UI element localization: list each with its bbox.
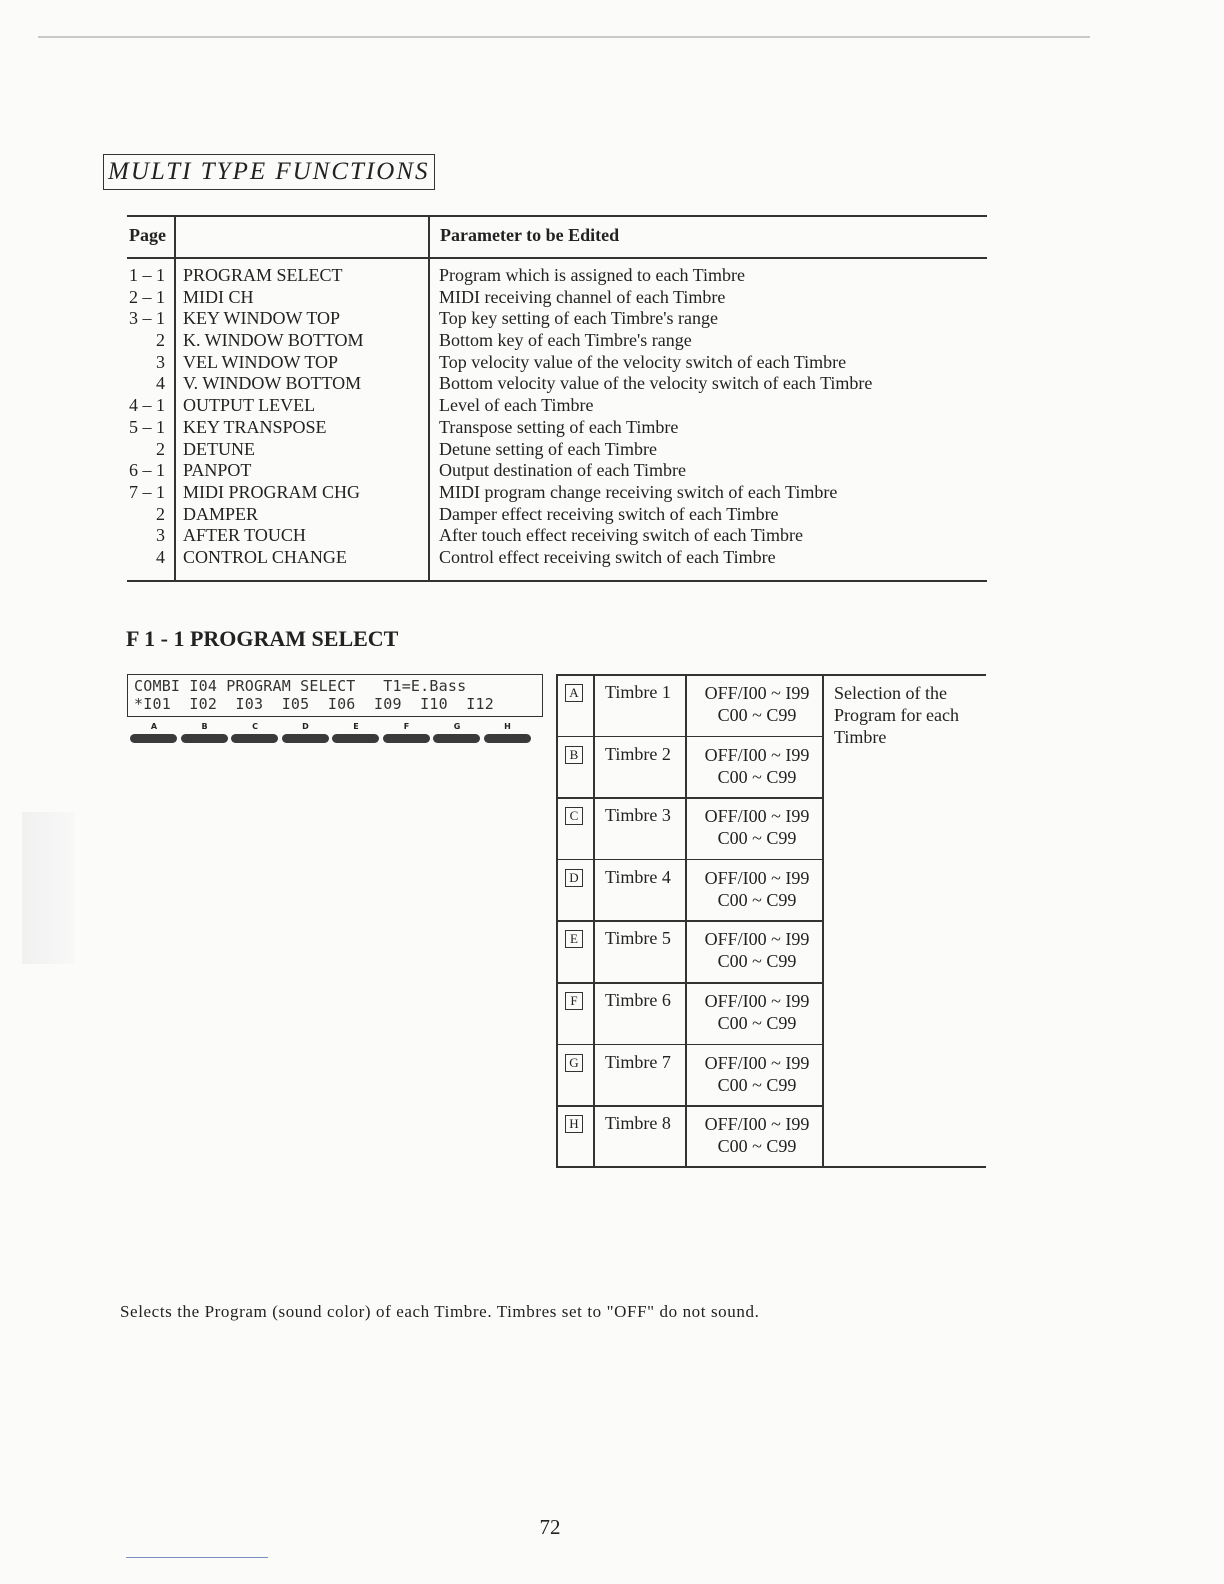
timbre-name: Timbre 4 [605, 866, 671, 887]
page-column [127, 265, 165, 569]
row-page: 2 [156, 438, 165, 459]
row-description: Damper effect receiving switch of each Timbre [439, 503, 779, 524]
bottom-rule [126, 1557, 268, 1558]
row-description: Output destination of each Timbre [439, 460, 686, 481]
row-description: After touch effect receiving switch of each Timbre [439, 525, 804, 546]
timbre-range-card: C00 ~ C99 [717, 1136, 797, 1157]
timbre-range-int: OFF/I00 ~ I99 [704, 744, 810, 765]
row-description: Bottom key of each Timbre's range [439, 330, 692, 351]
soft-key-label: H [504, 722, 511, 731]
row-name: MIDI PROGRAM CHG [183, 481, 361, 502]
soft-key-label: C [252, 722, 258, 731]
table-top-rule [127, 215, 987, 217]
row-page: 2 – 1 [129, 286, 165, 307]
timbre-description: Selection of the Program for each Timbre [834, 683, 959, 747]
timbre-name: Timbre 1 [605, 682, 671, 702]
row-page: 4 [156, 546, 165, 567]
row-page: 3 – 1 [129, 308, 165, 329]
timbre-name: Timbre 8 [605, 1113, 671, 1134]
header-parameter: Parameter to be Edited [440, 225, 620, 245]
timbre-row [556, 736, 824, 797]
row-description: Transpose setting of each Timbre [439, 416, 679, 437]
timbre-range-card: C00 ~ C99 [717, 951, 797, 972]
timbre-row-rule [556, 1044, 824, 1046]
timbre-row [556, 920, 824, 981]
soft-key-label: G [453, 722, 461, 731]
timbre-range [690, 744, 824, 788]
row-page: 2 [156, 503, 165, 524]
table-column-divider [174, 215, 176, 582]
timbre-key-box: E [565, 930, 583, 948]
timbre-name: Timbre 5 [605, 928, 671, 949]
soft-key-bar [282, 734, 329, 743]
lcd-display [127, 674, 543, 717]
timbre-row [556, 859, 824, 920]
row-name: KEY WINDOW TOP [183, 308, 340, 329]
timbre-row-rule [556, 797, 824, 799]
row-page: 4 – 1 [129, 395, 165, 416]
row-description: Control effect receiving switch of each Timbre [439, 546, 776, 567]
timbre-range-int: OFF/I00 ~ I99 [704, 1052, 810, 1073]
row-name: CONTROL CHANGE [183, 546, 347, 567]
timbre-row-rule [556, 920, 824, 922]
timbre-name: Timbre 3 [605, 805, 671, 826]
row-name: PROGRAM SELECT [183, 265, 343, 285]
timbre-range [690, 1113, 824, 1157]
timbre-row [556, 982, 824, 1043]
timbre-key-box: C [565, 807, 583, 825]
soft-key-bar [332, 734, 379, 743]
timbre-range-int: OFF/I00 ~ I99 [704, 867, 810, 888]
soft-key-label: D [302, 722, 309, 731]
timbre-name: Timbre 6 [605, 990, 671, 1010]
timbre-range [690, 1052, 824, 1096]
page-number: 72 [539, 1515, 561, 1539]
timbre-range [690, 805, 824, 849]
function-heading: F 1 - 1 PROGRAM SELECT [126, 626, 399, 651]
soft-key-bar [181, 734, 228, 743]
timbre-row-rule [556, 1105, 824, 1107]
timbre-row [556, 1105, 824, 1166]
row-name: V. WINDOW BOTTOM [183, 373, 362, 394]
timbre-key-box: A [565, 684, 583, 702]
timbre-range [690, 682, 824, 726]
row-description: Bottom velocity value of the velocity switch of each Timbre [439, 373, 873, 394]
row-description: Program which is assigned to each Timbre [439, 265, 745, 285]
timbre-range-card: C00 ~ C99 [717, 1074, 797, 1095]
row-name: OUTPUT LEVEL [183, 395, 316, 416]
table-header-rule [127, 257, 987, 259]
row-page: 5 – 1 [129, 416, 165, 437]
row-description: Top key setting of each Timbre's range [439, 308, 718, 329]
scan-smudge [22, 812, 74, 964]
timbre-row-rule [556, 859, 824, 861]
soft-key-label: E [353, 722, 359, 731]
row-name: VEL WINDOW TOP [183, 351, 338, 372]
row-name: KEY TRANSPOSE [183, 416, 327, 437]
row-description: Detune setting of each Timbre [439, 438, 657, 459]
table-column-divider [428, 215, 430, 582]
row-name: DETUNE [183, 438, 255, 459]
soft-keys [130, 722, 534, 746]
table-bottom-rule [127, 580, 987, 582]
timbre-range [690, 928, 824, 972]
row-page: 1 – 1 [129, 265, 165, 285]
row-description: MIDI program change receiving switch of each Timbre [439, 481, 838, 502]
timbre-row [556, 1044, 824, 1105]
timbre-row [556, 797, 824, 858]
function-table [127, 215, 987, 582]
timbre-range-card: C00 ~ C99 [717, 889, 797, 910]
row-name: K. WINDOW BOTTOM [183, 330, 364, 351]
row-name: PANPOT [183, 460, 252, 481]
timbre-name: Timbre 7 [605, 1051, 671, 1072]
soft-key-bar [130, 734, 177, 743]
timbre-range-card: C00 ~ C99 [717, 1013, 797, 1033]
row-page: 3 [156, 351, 165, 372]
timbre-range-card: C00 ~ C99 [717, 828, 797, 849]
soft-key-bar [231, 734, 278, 743]
timbre-range [690, 867, 824, 911]
row-description: Level of each Timbre [439, 395, 594, 416]
row-description: MIDI receiving channel of each Timbre [439, 286, 726, 307]
timbre-range-card: C00 ~ C99 [717, 705, 797, 725]
soft-key-bar [433, 734, 480, 743]
timbre-range-int: OFF/I00 ~ I99 [704, 991, 810, 1011]
timbre-table-bottom-rule [556, 1166, 986, 1168]
timbre-range [690, 990, 824, 1034]
row-page: 7 – 1 [129, 481, 165, 502]
timbre-key-box: F [565, 992, 583, 1010]
soft-key-label: F [403, 722, 410, 731]
soft-key-label: B [201, 722, 208, 731]
row-description: Top velocity value of the velocity switch of each Timbre [439, 351, 847, 372]
header-page: Page [129, 225, 166, 245]
timbre-key-box: D [565, 869, 583, 887]
timbre-table [556, 674, 986, 1168]
lcd-line-1: COMBI I04 PROGRAM SELECT T1=E.Bass [134, 677, 467, 695]
row-page: 6 – 1 [129, 460, 165, 481]
timbre-range-card: C00 ~ C99 [717, 766, 797, 787]
parameter-column [439, 265, 872, 569]
row-page: 3 [156, 525, 165, 546]
timbre-range-int: OFF/I00 ~ I99 [704, 806, 810, 827]
timbre-name: Timbre 2 [605, 743, 671, 764]
row-name: AFTER TOUCH [183, 525, 306, 546]
timbre-key-box: G [565, 1054, 583, 1072]
timbre-range-int: OFF/I00 ~ I99 [704, 683, 810, 703]
lcd-line-2: *I01 I02 I03 I05 I06 I09 I10 I12 [134, 695, 494, 713]
name-column [183, 265, 364, 569]
timbre-key-box: B [565, 746, 583, 764]
soft-key-bar [484, 734, 531, 743]
timbre-row-rule [556, 736, 824, 738]
soft-key-bar [383, 734, 430, 743]
timbre-range-int: OFF/I00 ~ I99 [704, 1114, 810, 1135]
timbre-row-rule [556, 982, 824, 984]
soft-key-label: A [150, 722, 158, 731]
row-page: 4 [156, 373, 165, 394]
row-name: MIDI CH [183, 286, 254, 307]
top-rule [38, 36, 1090, 38]
timbre-range-int: OFF/I00 ~ I99 [704, 929, 810, 950]
row-page: 2 [156, 330, 165, 351]
description-text: Selects the Program (sound color) of each Timbre. Timbres set to "OFF" do not sound. [120, 1302, 760, 1321]
section-title: MULTI TYPE FUNCTIONS [103, 154, 435, 190]
timbre-row [556, 674, 824, 735]
timbre-key-box: H [565, 1115, 583, 1133]
row-name: DAMPER [183, 503, 259, 524]
